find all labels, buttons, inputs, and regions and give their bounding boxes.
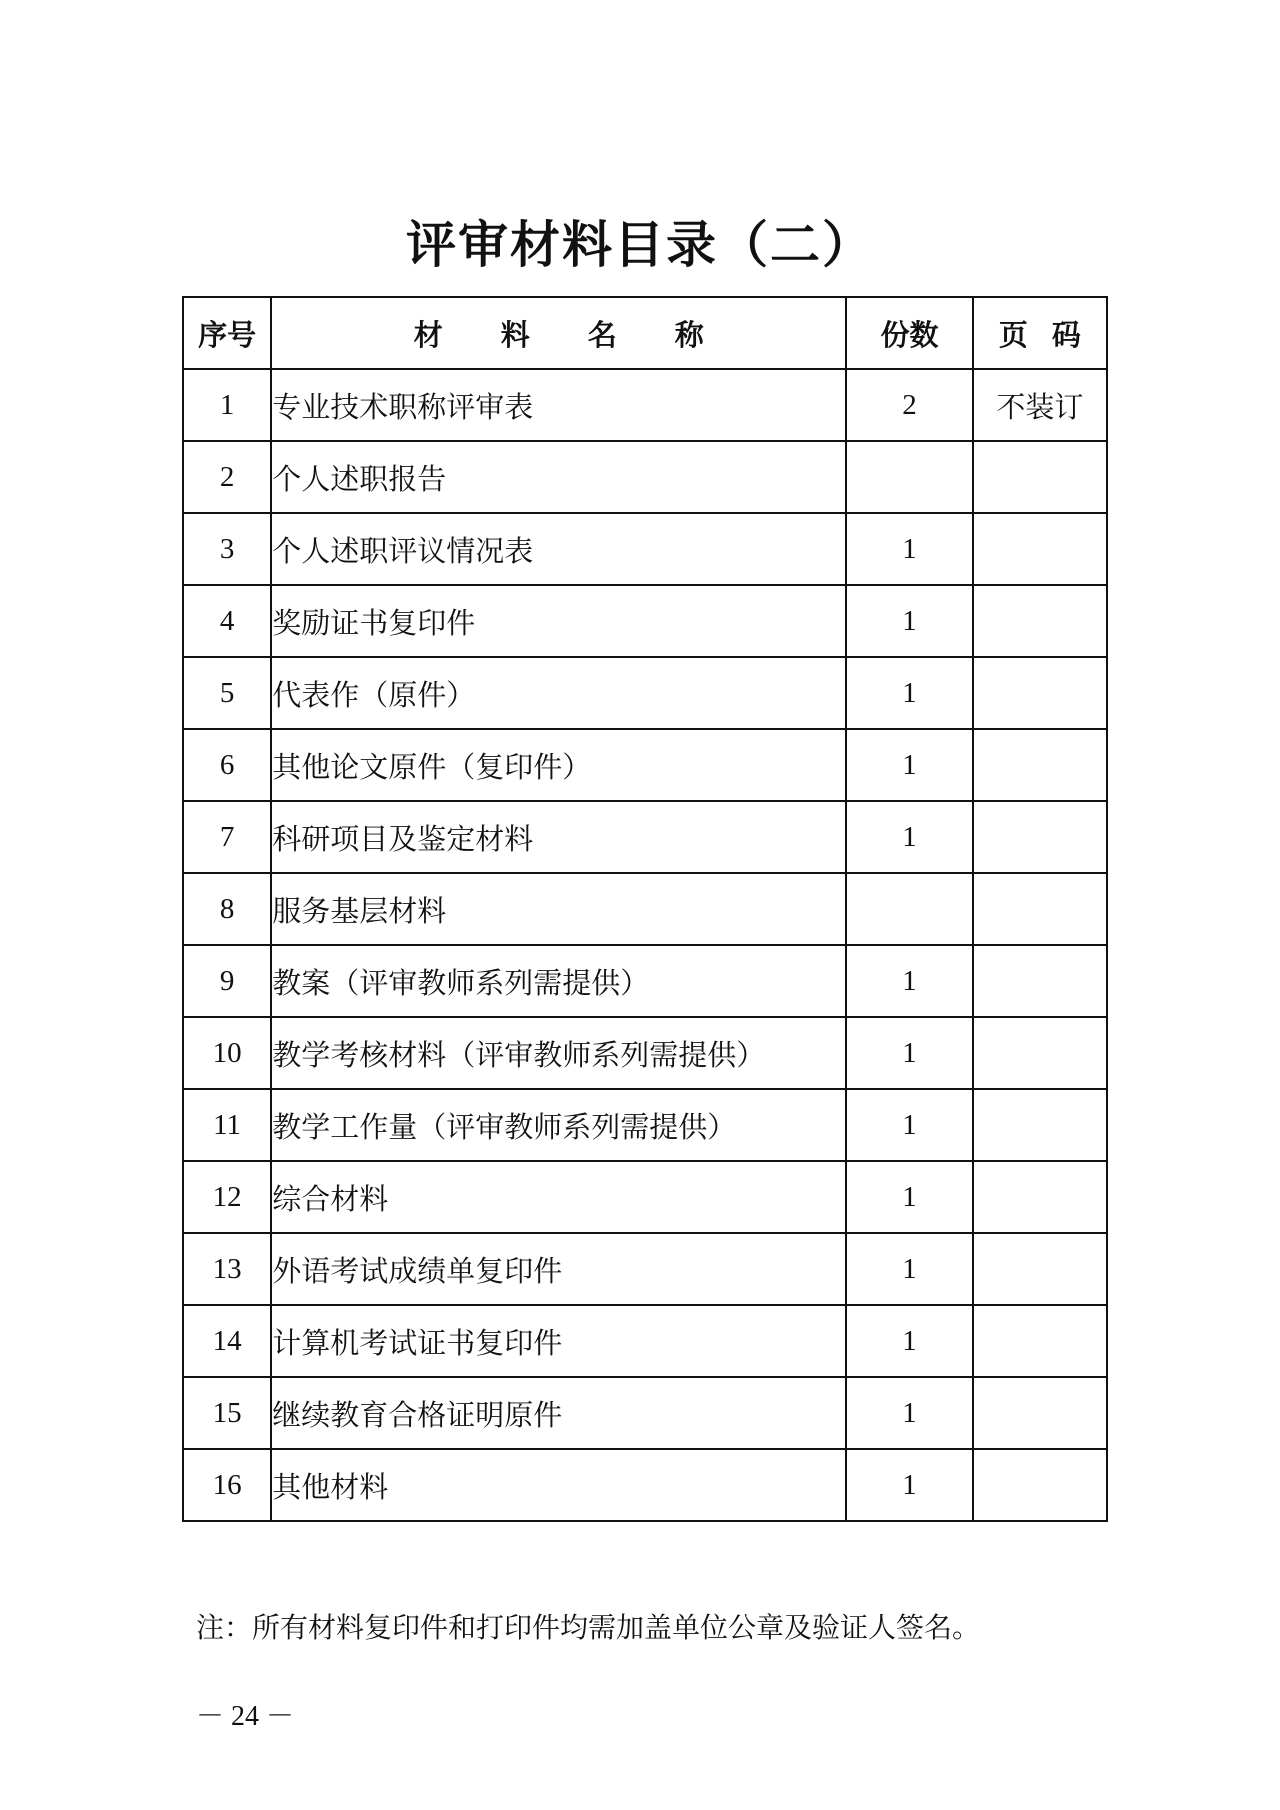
row-number: 7	[183, 801, 271, 873]
material-name: 个人述职报告	[271, 441, 846, 513]
row-number: 11	[183, 1089, 271, 1161]
page-ref	[973, 801, 1107, 873]
table-row	[183, 441, 1107, 513]
row-number: 5	[183, 657, 271, 729]
header-no: 序号	[183, 297, 271, 369]
page-ref	[973, 873, 1107, 945]
copies-count: 1	[846, 1161, 972, 1233]
table-row	[183, 801, 1107, 873]
row-number: 1	[183, 369, 271, 441]
copies-count: 1	[846, 1449, 972, 1521]
page-ref	[973, 441, 1107, 513]
page-ref	[973, 1305, 1107, 1377]
page-ref	[973, 1233, 1107, 1305]
table-row	[183, 1449, 1107, 1521]
table-row	[183, 1017, 1107, 1089]
copies-count: 1	[846, 801, 972, 873]
copies-count: 1	[846, 585, 972, 657]
page-ref: 不装订	[973, 369, 1107, 441]
material-name: 个人述职评议情况表	[271, 513, 846, 585]
row-number: 3	[183, 513, 271, 585]
copies-count: 1	[846, 1089, 972, 1161]
header-copies: 份数	[846, 297, 972, 369]
page-ref	[973, 1449, 1107, 1521]
table-row	[183, 873, 1107, 945]
header-name	[271, 297, 846, 369]
page-ref	[973, 513, 1107, 585]
row-number: 15	[183, 1377, 271, 1449]
material-name: 计算机考试证书复印件	[271, 1305, 846, 1377]
page-ref	[973, 1161, 1107, 1233]
material-name: 继续教育合格证明原件	[271, 1377, 846, 1449]
page-ref	[973, 945, 1107, 1017]
table-row	[183, 945, 1107, 1017]
row-number: 9	[183, 945, 271, 1017]
table-row	[183, 1089, 1107, 1161]
row-number: 14	[183, 1305, 271, 1377]
page-ref	[973, 1377, 1107, 1449]
material-name: 其他材料	[271, 1449, 846, 1521]
row-number: 10	[183, 1017, 271, 1089]
copies-count: 1	[846, 657, 972, 729]
material-name: 综合材料	[271, 1161, 846, 1233]
table-row	[183, 369, 1107, 441]
table-row	[183, 1305, 1107, 1377]
material-name: 奖励证书复印件	[271, 585, 846, 657]
table-row	[183, 1233, 1107, 1305]
row-number: 16	[183, 1449, 271, 1521]
table-row	[183, 1161, 1107, 1233]
material-name: 服务基层材料	[271, 873, 846, 945]
header-page	[973, 297, 1107, 369]
row-number: 12	[183, 1161, 271, 1233]
row-number: 8	[183, 873, 271, 945]
copies-count: 1	[846, 1017, 972, 1089]
material-name: 教案（评审教师系列需提供）	[271, 945, 846, 1017]
copies-count	[846, 873, 972, 945]
material-name: 代表作（原件）	[271, 657, 846, 729]
material-name: 教学工作量（评审教师系列需提供）	[271, 1089, 846, 1161]
page-ref	[973, 1089, 1107, 1161]
material-name: 专业技术职称评审表	[271, 369, 846, 441]
row-number: 13	[183, 1233, 271, 1305]
row-number: 2	[183, 441, 271, 513]
footnote: 注：所有材料复印件和打印件均需加盖单位公章及验证人签名。	[196, 1611, 981, 1644]
page-ref	[973, 657, 1107, 729]
page-number: － 24 －	[196, 1701, 295, 1732]
page-ref	[973, 729, 1107, 801]
materials-table	[182, 296, 1108, 1522]
row-number: 6	[183, 729, 271, 801]
page-ref	[973, 585, 1107, 657]
table-row	[183, 729, 1107, 801]
header-page-label: 页码	[998, 317, 1105, 352]
material-name: 科研项目及鉴定材料	[271, 801, 846, 873]
copies-count: 1	[846, 513, 972, 585]
material-name: 教学考核材料（评审教师系列需提供）	[271, 1017, 846, 1089]
copies-count: 1	[846, 945, 972, 1017]
material-name: 外语考试成绩单复印件	[271, 1233, 846, 1305]
table-header-row	[183, 297, 1107, 369]
page-ref	[973, 1017, 1107, 1089]
copies-count: 1	[846, 1233, 972, 1305]
copies-count: 2	[846, 369, 972, 441]
material-name: 其他论文原件（复印件）	[271, 729, 846, 801]
copies-count: 1	[846, 1305, 972, 1377]
copies-count	[846, 441, 972, 513]
table-row	[183, 657, 1107, 729]
table-row	[183, 1377, 1107, 1449]
table-row	[183, 585, 1107, 657]
table-row	[183, 513, 1107, 585]
copies-count: 1	[846, 1377, 972, 1449]
header-name-label: 材料名称	[413, 317, 762, 352]
page-title: 评审材料目录（二）	[406, 215, 874, 274]
copies-count: 1	[846, 729, 972, 801]
row-number: 4	[183, 585, 271, 657]
